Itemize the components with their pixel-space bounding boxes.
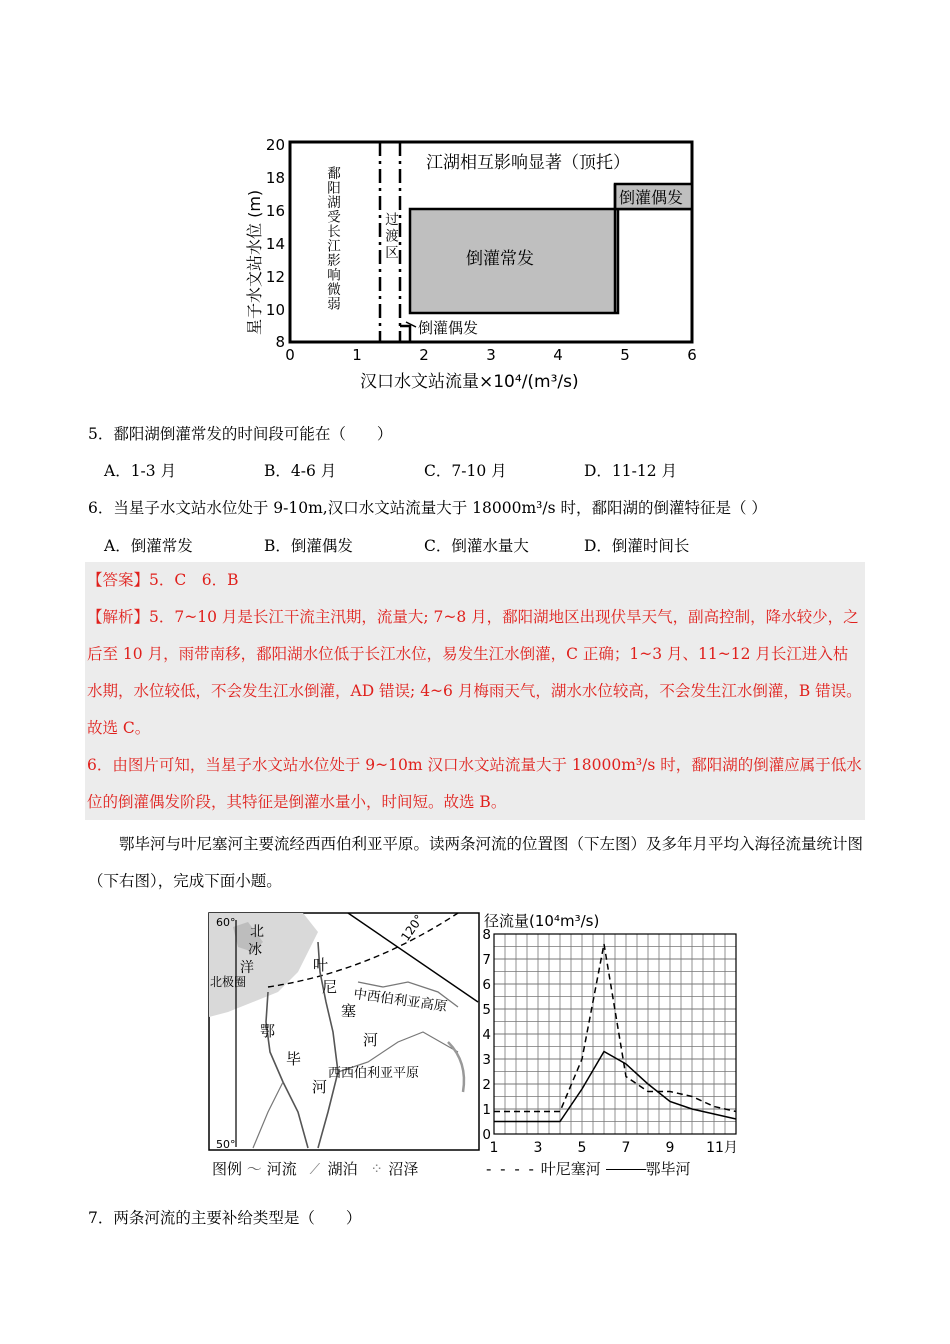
- pp-lake-chart: [230, 130, 710, 395]
- ob-label-3: 河: [312, 1078, 328, 1096]
- q6-option-b[interactable]: B．倒灌偶发: [264, 537, 353, 555]
- q5-option-a[interactable]: A．1-3 月: [104, 462, 177, 480]
- chart1-yticks: [266, 136, 285, 351]
- occasional-lower-boundary: [400, 326, 410, 342]
- runoff-ytick: 6: [482, 977, 491, 993]
- ytick: 8: [275, 333, 285, 351]
- xtick: 5: [620, 346, 630, 364]
- runoff-xtick: 11月: [706, 1140, 738, 1154]
- dashed-line-icon: - - - -: [486, 1160, 536, 1178]
- analysis-5: 【解析】5．7~10 月是长江干流主汛期，流量大; 7~8 月，鄱阳湖地区出现伏旱天气，副高控制，降水较少，之后至 10 月，雨带南移，鄱阳湖水位低于长江水位，易发生江水倒灌，C 正确；1~3 月、11~12 月长江进入枯水期，水位较低，不会发生江水倒灌，AD 错误; 4~6 月梅雨天气，湖水水位较高，不会发生江水倒灌，B 错误。故选 C。: [87, 608, 862, 737]
- ytick: 18: [265, 169, 285, 187]
- runoff-ytick: 2: [482, 1077, 491, 1093]
- label-frequent: 倒灌常发: [466, 249, 534, 269]
- yenisei-label-2: 尼: [322, 978, 338, 996]
- xtick: 1: [352, 346, 362, 364]
- yenisei-label-4: 河: [363, 1031, 379, 1049]
- xtick: 2: [419, 346, 429, 364]
- legend-title: 图例: [212, 1160, 243, 1178]
- lon120-label: 120°: [398, 912, 427, 944]
- runoff-ytick: 7: [482, 952, 491, 968]
- xtick: 3: [486, 346, 496, 364]
- legend-river: 河流: [266, 1160, 297, 1178]
- lake-icon: ⟋: [309, 1160, 321, 1178]
- q5-option-c[interactable]: C．7-10 月: [424, 462, 507, 480]
- q6-stem: 6．当星子水文站水位处于 9-10m,汉口水文站流量大于 18000m³/s 时，鄱阳湖的倒灌特征是（ ）: [88, 499, 767, 517]
- runoff-ytick: 0: [482, 1127, 491, 1143]
- q5-options: [104, 459, 744, 481]
- runoff-xtick: 3: [533, 1140, 543, 1154]
- ytick: 14: [265, 235, 285, 253]
- ocean-label-3: 洋: [240, 960, 254, 976]
- q6-option-c[interactable]: C．倒灌水量大: [424, 537, 529, 555]
- xtick: 0: [285, 346, 295, 364]
- q7-stem: 7．两条河流的主要补给类型是（ ）: [88, 1209, 362, 1227]
- chart1-xticks: [285, 346, 697, 364]
- legend-yenisei: 叶尼塞河: [540, 1160, 601, 1178]
- legend-swamp: 沼泽: [388, 1160, 419, 1178]
- intro-paragraph: 鄂毕河与叶尼塞河主要流经西西伯利亚平原。读两条河流的位置图（下左图）及多年月平均入海径流量统计图（下右图），完成下面小题。: [88, 835, 864, 890]
- label-occasional-lower: 倒灌偶发: [418, 319, 479, 337]
- ocean-label-1: 北: [250, 924, 264, 940]
- siberia-map: [208, 912, 480, 1152]
- answer-line: 【答案】5．C 6．B: [87, 571, 239, 589]
- q6-option-d[interactable]: D．倒灌时间长: [584, 537, 690, 555]
- runoff-ytick: 1: [482, 1102, 491, 1118]
- ob-label-1: 鄂: [260, 1022, 276, 1040]
- q5-stem: 5．鄱阳湖倒灌常发的时间段可能在（ ）: [88, 425, 393, 443]
- solid-line-icon: [606, 1169, 646, 1170]
- arctic-circle-label: 北极圈: [210, 975, 247, 989]
- yenisei-label-3: 塞: [341, 1002, 357, 1020]
- lat50-label: 50°: [216, 1138, 236, 1151]
- runoff-xtick: 1: [489, 1140, 499, 1154]
- label-occasional-upper: 倒灌偶发: [619, 188, 684, 207]
- runoff-ytick: 8: [482, 927, 491, 943]
- label-transition: 过渡区: [382, 212, 398, 262]
- q6-options: [104, 534, 744, 556]
- runoff-ytick: 5: [482, 1002, 491, 1018]
- map-legend: [212, 1158, 418, 1179]
- xtick: 4: [553, 346, 563, 364]
- ocean-label-2: 冰: [248, 942, 262, 958]
- runoff-xtick: 7: [621, 1140, 631, 1154]
- runoff-xtick: 5: [577, 1140, 587, 1154]
- runoff-ytick: 3: [482, 1052, 491, 1068]
- swamp-icon: ⁘: [370, 1160, 383, 1178]
- q5-option-b[interactable]: B．4-6 月: [264, 462, 337, 480]
- ytick: 16: [265, 202, 285, 220]
- label-weak: 鄱阳湖受长江影响微弱: [324, 166, 340, 311]
- q5-option-d[interactable]: D．11-12 月: [584, 462, 678, 480]
- ytick: 20: [265, 136, 285, 154]
- ytick: 10: [265, 301, 285, 319]
- river-icon: 〜: [246, 1160, 262, 1178]
- label-top: 江湖相互影响显著（顶托）: [426, 153, 630, 173]
- plain-label: 西西伯利亚平原: [328, 1066, 420, 1081]
- ob-label-2: 毕: [286, 1050, 302, 1068]
- yenisei-label-1: 叶: [313, 956, 329, 974]
- runoff-xtick: 9: [665, 1140, 675, 1154]
- plateau-label: 中西伯利亚高原: [352, 986, 449, 1016]
- chart1-ylabel: 星子水文站水位 (m): [245, 189, 264, 335]
- runoff-chart: [478, 910, 750, 1154]
- chart1-xlabel: 汉口水文站流量×10⁴/(m³/s): [360, 372, 579, 392]
- lat60-label: 60°: [216, 916, 236, 929]
- runoff-title: 径流量(10⁴m³/s): [484, 912, 600, 930]
- ytick: 12: [265, 268, 285, 286]
- legend-lake: 湖泊: [327, 1160, 358, 1178]
- runoff-legend: [486, 1158, 691, 1179]
- runoff-ytick: 4: [482, 1027, 491, 1043]
- q6-option-a[interactable]: A．倒灌常发: [104, 537, 193, 555]
- answer-box: [85, 562, 865, 820]
- analysis-6: 6．由图片可知，当星子水文站水位处于 9~10m 汉口水文站流量大于 18000m³/s 时，鄱阳湖的倒灌应属于低水位的倒灌偶发阶段，其特征是倒灌水量小，时间短。故选 B。: [87, 756, 862, 811]
- legend-ob: 鄂毕河: [645, 1160, 691, 1178]
- xtick: 6: [687, 346, 697, 364]
